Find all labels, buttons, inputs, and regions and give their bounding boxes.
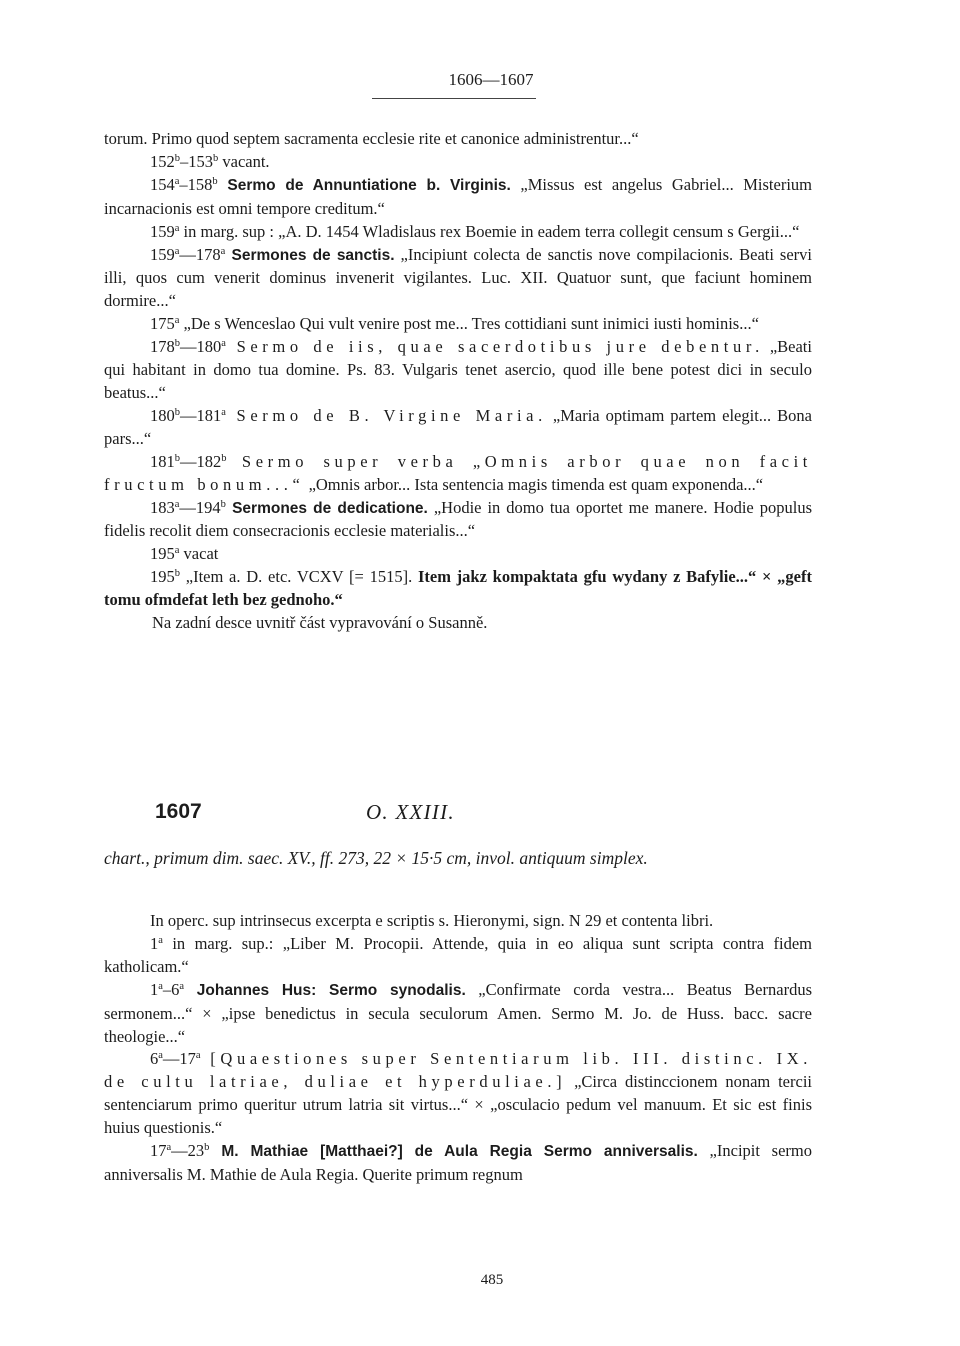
paragraph: 159$^a$ in marg. sup : „A. D. 1454 Wladislaus rex Boemie in eadem terra collegit censum s Gergii...“ bbox=[150, 221, 800, 241]
paragraph: In operc. sup intrinsecus excerpta e scriptis s. Hieronymi, sign. N 29 et contenta libri. bbox=[150, 911, 714, 930]
paragraph: 181$^b$—182$^b$ Sermo super verba „Omnis arbor quae non facit fructum bonum...“ „Omnis arbor... Ista sentencia magis timenda est quam exponenda...“ bbox=[104, 451, 812, 494]
paragraph: 195$^a$ vacat bbox=[150, 544, 219, 564]
paragraph: 154$^a$–158$^b$ Sermo de Annuntiatione b. Virginis. „Missus est angelus Gabriel... Misterium incarnacionis est omni tempore creditum.“ bbox=[104, 174, 812, 218]
paragraph: 1$^a$ in marg. sup.: „Liber M. Procopii. Attende, quia in eo aliqua sunt scripta contra fidem katholicam.“ bbox=[104, 933, 812, 976]
running-header: 1606—1607 bbox=[448, 70, 534, 89]
paragraph: 1$^a$–6$^a$ Johannes Hus: Sermo synodalis. „Confirmate corda vestra... Beatus Bernardus sermonem...“ × „ipse benedictus in secula seculorum Amen. Sermo M. Jo. de Huss. bacc. sacre theologie...“ bbox=[104, 979, 812, 1046]
paragraph: torum. Primo quod septem sacramenta ecclesie rite et canonice administrentur...“ bbox=[104, 129, 639, 148]
entry-description: chart., primum dim. saec. XV., ff. 273, 22 × 15·5 cm, invol. antiquum simplex. bbox=[104, 848, 648, 868]
paragraph: 178$^b$—180$^a$ Sermo de iis, quae sacerdotibus jure debentur. „Beati qui habitant in domo tua domine. Ps. 83. Vulgaris tenet asercio, quod ille bene potest dici in seculo beatus...“ bbox=[104, 337, 812, 402]
entry-number: 1607 bbox=[155, 800, 202, 823]
paragraph: Na zadní desce uvnitř část vypravování o Susanně. bbox=[152, 613, 488, 633]
paragraph: 183$^a$—194$^b$ Sermones de dedicatione. „Hodie in domo tua oportet me manere. Hodie populus fidelis recolit diem consecracionis ecclesie materialis...“ bbox=[104, 497, 812, 541]
paragraph: 17$^a$—23$^b$ M. Mathiae [Matthaei?] de Aula Regia Sermo anniversalis. „Incipit sermo anniversalis M. Mathie de Aula Regia. Querite primum regnum bbox=[104, 1141, 812, 1184]
entry-signature: O. XXIII. bbox=[366, 800, 455, 824]
paragraph: 6$^a$—17$^a$ [Quaestiones super Sententiarum lib. III. distinc. IX. de cultu latriae, duliae et hyperduliae.] „Circa distinccionem nonam tercii sentenciarum primo queritur utrum latria sit virtus...“ × „osculacio pedum vel manuum. Et sic est finis huius questionis.“ bbox=[104, 1049, 812, 1138]
manuscript-1607-text bbox=[104, 910, 812, 1187]
header-rule bbox=[372, 98, 536, 99]
entry-heading bbox=[155, 800, 755, 840]
page-number: 485 bbox=[480, 1272, 504, 1288]
paragraph: 195$^b$ „Item a. D. etc. VCXV [= 1515]. Item jakz kompaktata gfu wydany z Bafylie...“ × „geft tomu ofmdefat leth bez gednoho.“ bbox=[104, 567, 812, 610]
paragraph: 152$^b$–153$^b$ vacant. bbox=[150, 151, 270, 171]
paragraph: 175$^a$ „De s Wenceslao Qui vult venire post me... Tres cottidiani sunt inimici iusti hominis...“ bbox=[150, 314, 759, 334]
paragraph: 159$^a$—178$^a$ Sermones de sanctis. „Incipiunt colecta de sanctis nove compilacionis. Beati servi illi, quos cum venerit dominus invenerit vigilantes. Luc. XII. Quatuor sunt, que faciunt hominem dormire...“ bbox=[104, 244, 812, 311]
paragraph: 180$^b$—181$^a$ Sermo de B. Virgine Maria. „Maria optimam partem elegit... Bona pars...“ bbox=[104, 405, 812, 448]
manuscript-1606-text bbox=[104, 128, 812, 635]
